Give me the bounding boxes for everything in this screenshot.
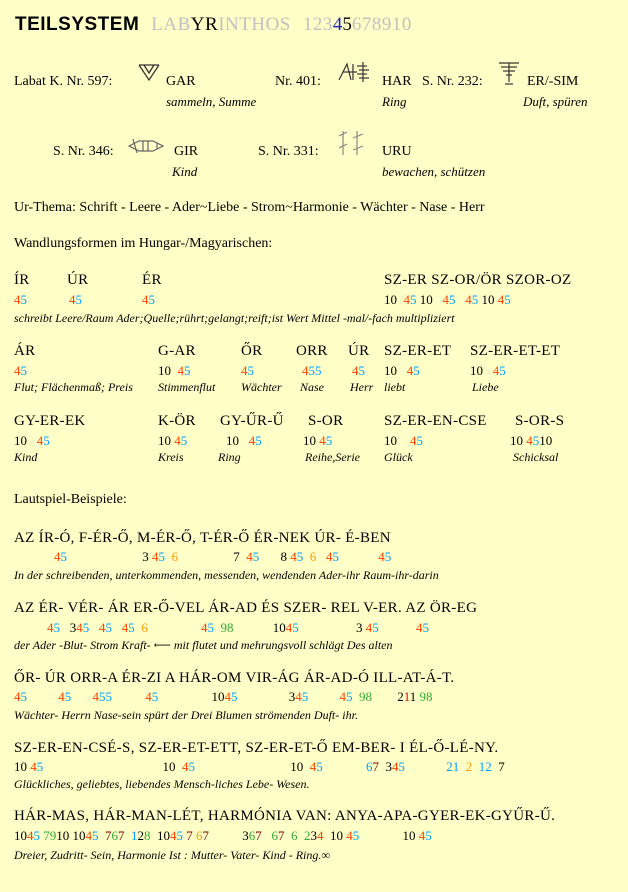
numbers-row-3c: 10 45 [226, 433, 262, 448]
example-1-line: AZ ÍR-Ó, F-ÉR-Ő, M-ÉR-Ő, T-ÉR-Ő ÉR-NEK ÚR- É-BEN [14, 530, 391, 546]
meaning-ring: Ring [218, 450, 241, 464]
title-num-c: 5 [342, 14, 352, 35]
numbers-row-2c: 45 [241, 363, 254, 378]
numbers-row-3a: 10 45 [14, 433, 50, 448]
labat-gir: GIR [174, 144, 199, 159]
numbers-row-3d: 10 45 [303, 433, 333, 448]
example-2-line: AZ ÉR- VÉR- ÁR ER-Ő-VEL ÁR-AD ÉS SZER- REL V-ER. AZ ÖR-EG [14, 600, 478, 616]
numbers-row-1b: 45 [69, 292, 82, 307]
meaning-glueck: Glück [384, 450, 413, 464]
labat-label-346: S. Nr. 346: [53, 144, 114, 159]
word-gar: G-AR [158, 343, 196, 359]
meaning-liebt: liebt [384, 380, 406, 394]
title-num-d: 678910 [351, 14, 412, 35]
word-ur: ÚR [67, 272, 89, 288]
meaning-ar: Flut; Flächenmaß; Preis [14, 380, 133, 394]
numbers-row-2f: 10 45 [384, 363, 420, 378]
word-ir: ÍR [14, 272, 30, 288]
labat-gar: GAR [166, 74, 196, 89]
title-num-a: 123 [302, 14, 333, 35]
cuneiform-gar-icon [136, 62, 162, 89]
word-sor: S-OR [308, 413, 344, 429]
labat-label-597: Labat K. Nr. 597: [14, 74, 113, 89]
word-gyerek: GY-ER-EK [14, 413, 86, 429]
word-ar: ÁR [14, 343, 36, 359]
numbers-row-3f: 10 4510 [510, 433, 553, 448]
ur-thema: Ur-Thema: Schrift - Leere - Ader~Liebe - Strom~Harmonie - Wächter - Nase - Herr [14, 200, 485, 215]
example-4-meaning: Glückliches, geliebtes, liebendes Mensch-liches Lebe- Wesen. [14, 777, 310, 791]
meaning-reihe: Reihe,Serie [305, 450, 360, 464]
meaning-kind: Kind [14, 450, 38, 464]
word-szeret: SZ-ER-ET [384, 343, 452, 359]
labat-er-meaning: Duft, spüren [523, 94, 588, 109]
numbers-row-1c: 45 [142, 292, 155, 307]
word-ur2: ÚR [348, 343, 370, 359]
meaning-ur: Herr [350, 380, 374, 394]
numbers-row-1: 45 [14, 292, 27, 307]
labat-har-meaning: Ring [382, 94, 407, 109]
numbers-row-2g: 10 45 [470, 363, 506, 378]
numbers-row-2a: 45 [14, 363, 27, 378]
labat-label-401: Nr. 401: [275, 74, 321, 89]
example-4-numbers: 10 45 10 45 10 45 67 345 21 2 12 7 [14, 759, 505, 774]
example-2-numbers: 45 345 45 45 6 45 98 1045 3 45 45 [47, 620, 429, 635]
numbers-row-2d: 455 [302, 363, 322, 378]
meaning-or: Wächter [241, 380, 282, 394]
meaning-kreis: Kreis [158, 450, 184, 464]
title-main: TEILSYSTEM [15, 14, 140, 35]
numbers-row-2e: 45 [352, 363, 365, 378]
numbers-row-2b: 10 45 [158, 363, 191, 378]
example-5-line: HÁR-MAS, HÁR-MAN-LÉT, HARMÓNIA VAN: ANYA-APA-GYER-EK-GYŰR-Ű. [14, 808, 556, 824]
meaning-row-1: schreibt Leere/Raum Ader;Quelle;rührt;gelangt;reift;ist Wert Mittel -mal/-fach multipliziert [14, 311, 455, 325]
example-3-line: ŐR- ÚR ORR-A ÉR-ZI A HÁR-OM VIR-ÁG ÁR-AD-Ó ILL-AT-Á-T. [14, 670, 455, 686]
example-2-meaning: der Ader -Blut- Strom Kraft- ⟵ mit flutet und mehrungsvoll schlägt Des alten [14, 638, 393, 652]
numbers-row-3b: 10 45 [158, 433, 188, 448]
title-lab-b: YR [190, 14, 219, 35]
word-sors: S-OR-S [515, 413, 565, 429]
labat-er: ER/-SIM [527, 74, 579, 89]
example-1-meaning: In der schreibenden, unterkommenden, messenden, wendenden Ader-ihr Raum-ihr-darin [14, 568, 439, 582]
lautspiel-heading: Lautspiel-Beispiele: [14, 492, 127, 507]
cuneiform-gir-icon [127, 135, 167, 162]
title-num-b: 4 [332, 14, 343, 35]
labat-label-331: S. Nr. 331: [258, 144, 319, 159]
cuneiform-uru-icon [337, 128, 367, 163]
word-orr: ORR [296, 343, 328, 359]
meaning-liebe: Liebe [472, 380, 499, 394]
example-1-numbers: 45 3 45 6 7 45 8 45 6 45 45 [54, 549, 392, 564]
word-kor: K-ÖR [158, 413, 196, 429]
word-or: ŐR [241, 343, 263, 359]
meaning-orr: Nase [300, 380, 324, 394]
labat-uru-meaning: bewachen, schützen [382, 164, 486, 179]
example-3-meaning: Wächter- Herrn Nase-sein spürt der Drei Blumen strömenden Duft- ihr. [14, 708, 358, 722]
numbers-row-1d: 10 45 10 45 45 10 45 [384, 292, 511, 307]
cuneiform-har-icon [337, 60, 371, 89]
example-3-numbers: 45 45 455 45 1045 345 45 98 211 98 [14, 689, 433, 704]
cuneiform-er-icon [497, 60, 521, 91]
meaning-gar: Stimmenflut [158, 380, 216, 394]
page-title [15, 14, 412, 36]
meaning-schicksal: Schicksal [513, 450, 559, 464]
labat-gar-meaning: sammeln, Summe [166, 94, 257, 109]
labat-uru: URU [382, 144, 412, 159]
labat-gir-meaning: Kind [172, 164, 198, 179]
word-szer-group: SZ-ER SZ-OR/ÖR SZOR-OZ [384, 272, 572, 288]
example-5-meaning: Dreier, Zudritt- Sein, Harmonie Ist : Mutter- Vater- Kind - Ring.∞ [14, 848, 330, 862]
word-szeretet: SZ-ER-ET-ET [470, 343, 561, 359]
title-lab-a: LAB [151, 14, 191, 35]
word-szerencse: SZ-ER-EN-CSE [384, 413, 487, 429]
labat-har: HAR [382, 74, 412, 89]
numbers-row-3e: 10 45 [384, 433, 423, 448]
word-gyuru: GY-ŰR-Ű [220, 413, 284, 429]
word-er: ÉR [142, 272, 162, 288]
labat-label-232: S. Nr. 232: [422, 74, 483, 89]
example-5-numbers: 1045 7910 1045 767 128 1045 7 67 367 67 6 234 10 45 10 45 [14, 828, 432, 843]
wandlung-heading: Wandlungsformen im Hungar-/Magyarischen: [14, 236, 273, 251]
title-lab-c: INTHOS [218, 14, 291, 35]
example-4-line: SZ-ER-EN-CSÉ-S, SZ-ER-ET-ETT, SZ-ER-ET-Ő EM-BER- I ÉL-Ő-LÉ-NY. [14, 740, 499, 756]
